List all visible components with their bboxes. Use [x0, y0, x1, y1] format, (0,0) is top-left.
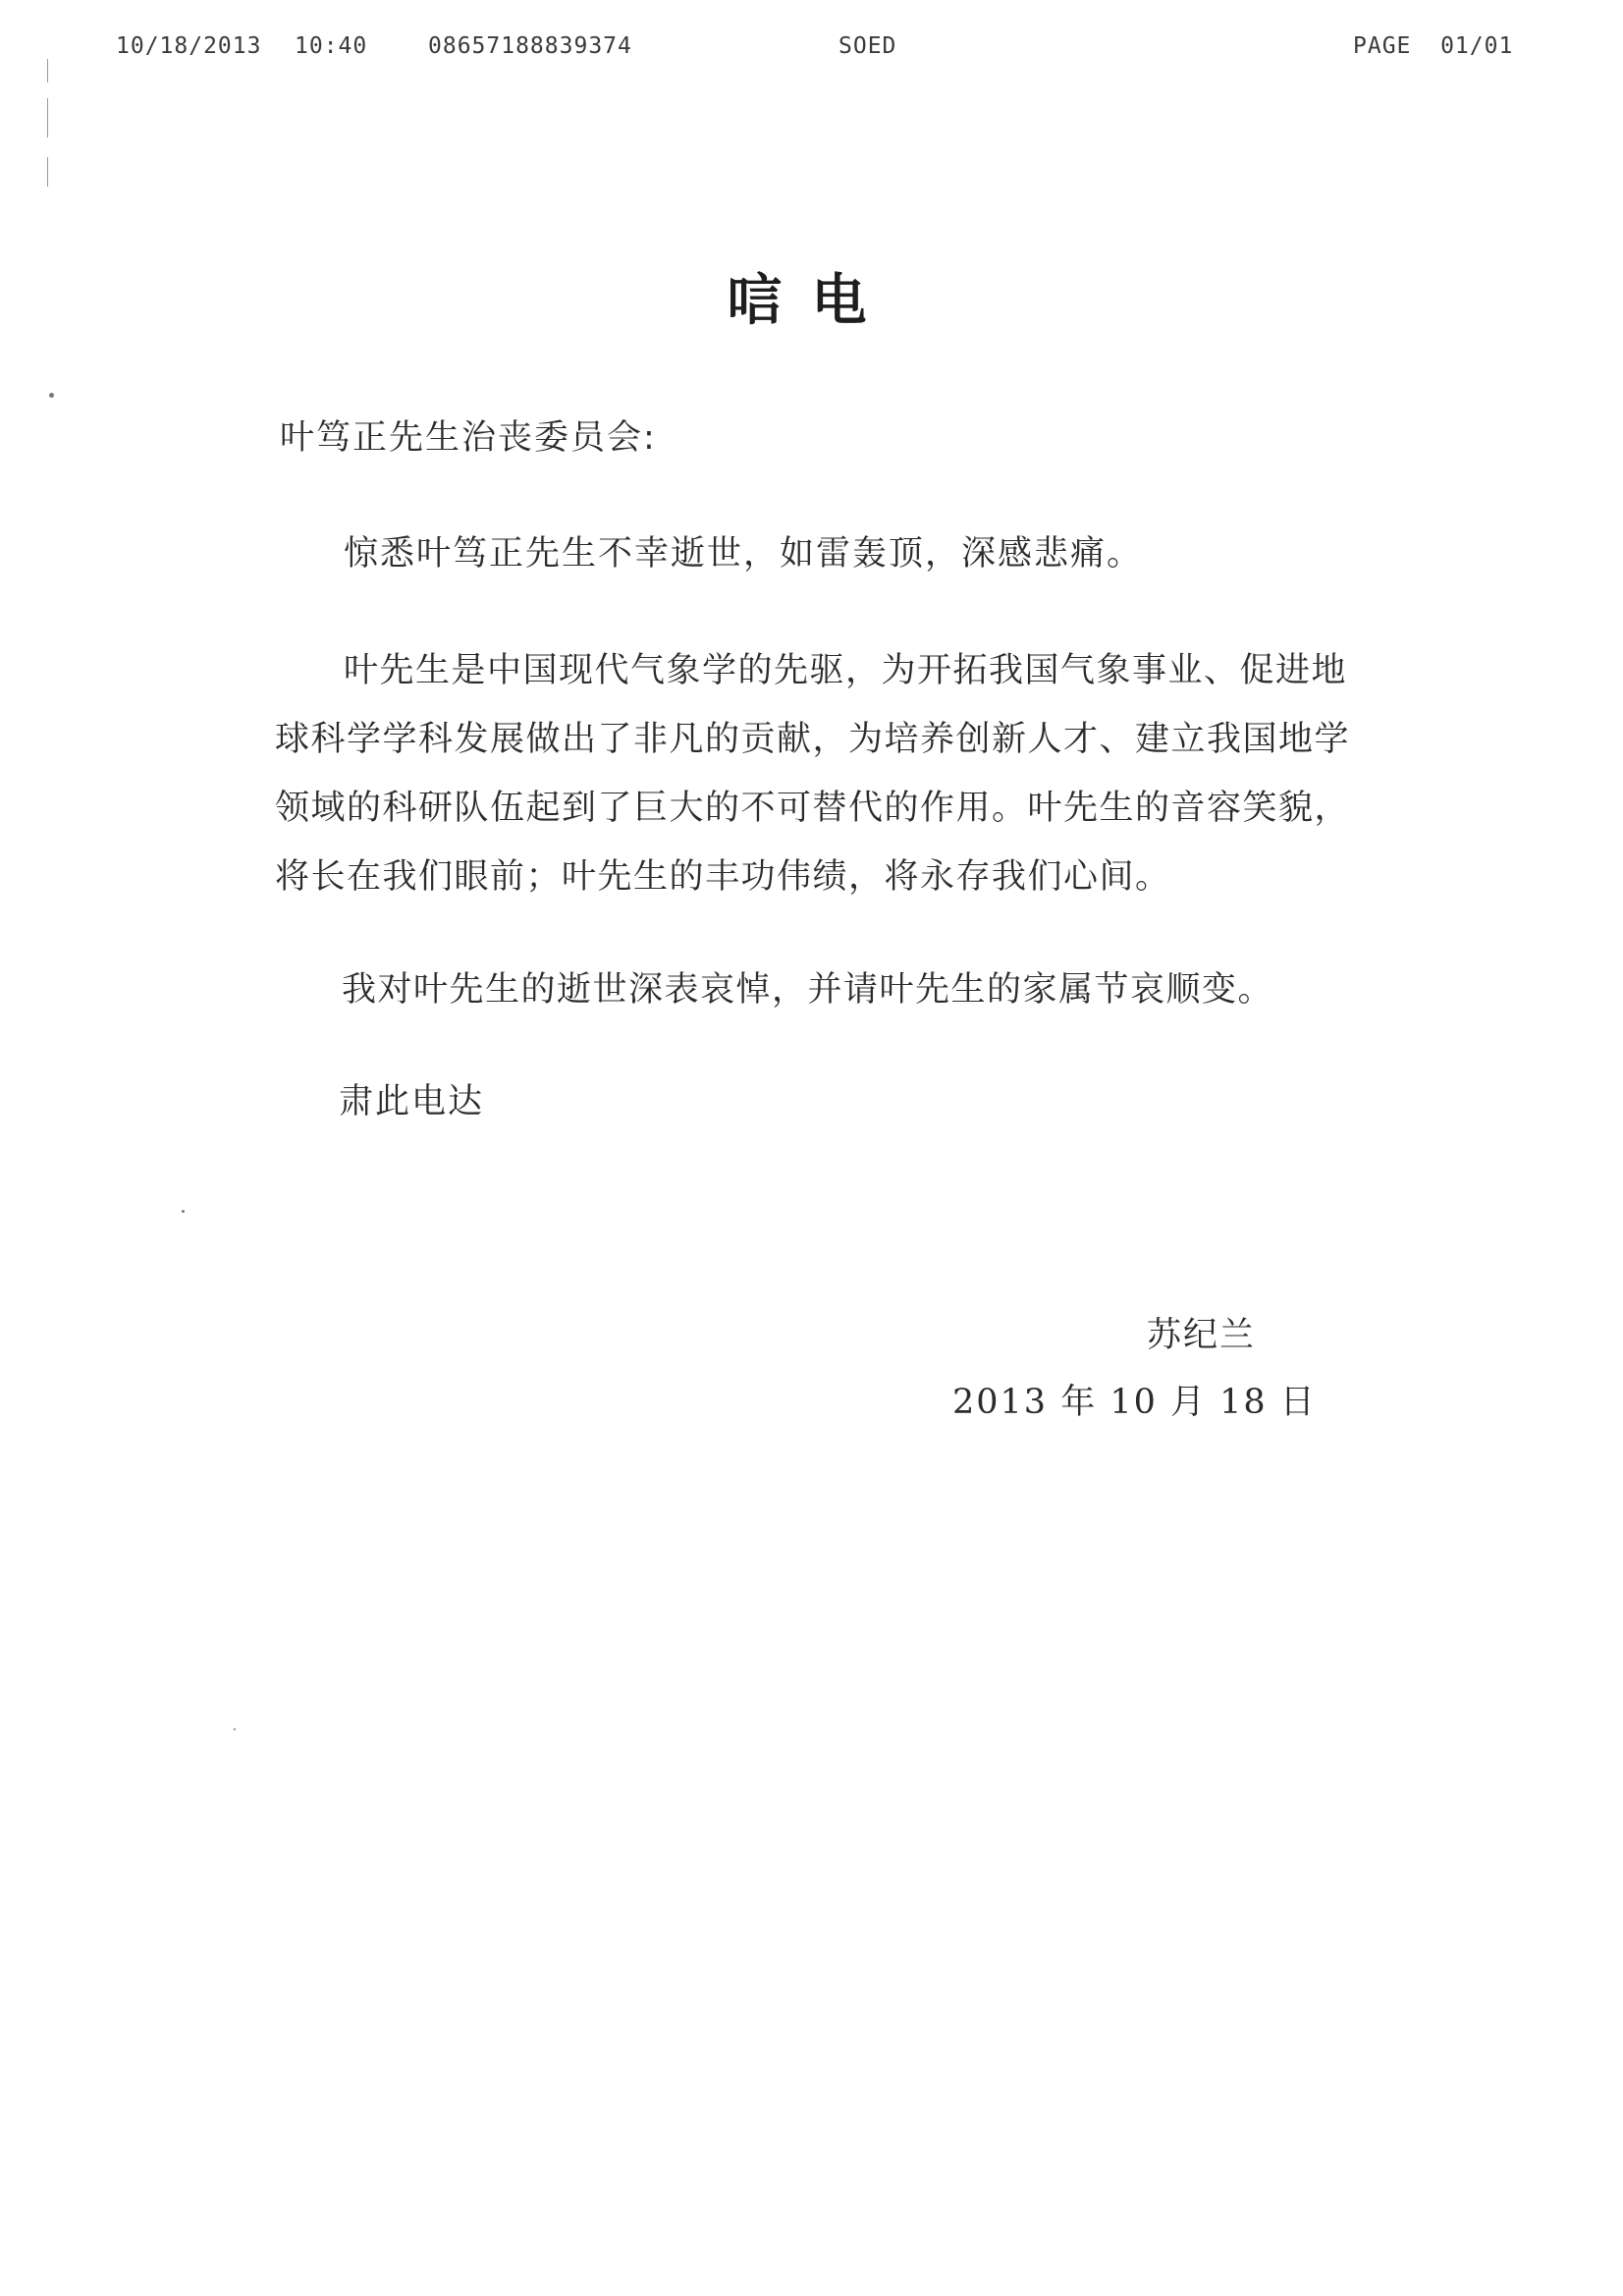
fax-header-time: 10:40 [295, 33, 368, 59]
closing-line: 肃此电达 [339, 1082, 485, 1121]
signature: 苏纪兰 [1147, 1316, 1257, 1355]
fax-header-station: SOED [839, 33, 897, 59]
letter-date: 2013 年 10 月 18 日 [952, 1383, 1317, 1422]
fax-header-number: 08657188839374 [428, 33, 632, 59]
paragraph-2-line: 球科学学科发展做出了非凡的贡献，为培养创新人才、建立我国地学 [275, 720, 1351, 759]
scan-edge-mark [47, 157, 48, 187]
paragraph-2-line: 领域的科研队伍起到了巨大的不可替代的作用。叶先生的音容笑貌， [275, 789, 1351, 828]
fax-header [0, 33, 1623, 73]
paragraph-3: 我对叶先生的逝世深表哀悼，并请叶先生的家属节哀顺变。 [342, 970, 1274, 1010]
paragraph-2-line: 叶先生是中国现代气象学的先驱，为开拓我国气象事业、促进地 [344, 651, 1348, 690]
paragraph-1: 惊悉叶笃正先生不幸逝世，如雷轰顶，深感悲痛。 [344, 534, 1144, 574]
fax-header-date: 10/18/2013 [116, 33, 262, 59]
scan-speck [234, 1728, 236, 1730]
scan-speck [49, 393, 54, 398]
scan-edge-mark [47, 98, 48, 137]
paragraph-2-line: 将长在我们眼前；叶先生的丰功伟绩，将永存我们心间。 [275, 857, 1171, 897]
document-title: 唁电 [727, 269, 896, 333]
scan-speck [182, 1210, 185, 1213]
fax-header-page: PAGE 01/01 [1353, 33, 1514, 59]
paragraph-2 [275, 636, 1355, 911]
salutation: 叶笃正先生治丧委员会: [280, 418, 657, 458]
scan-edge-mark [47, 59, 48, 82]
